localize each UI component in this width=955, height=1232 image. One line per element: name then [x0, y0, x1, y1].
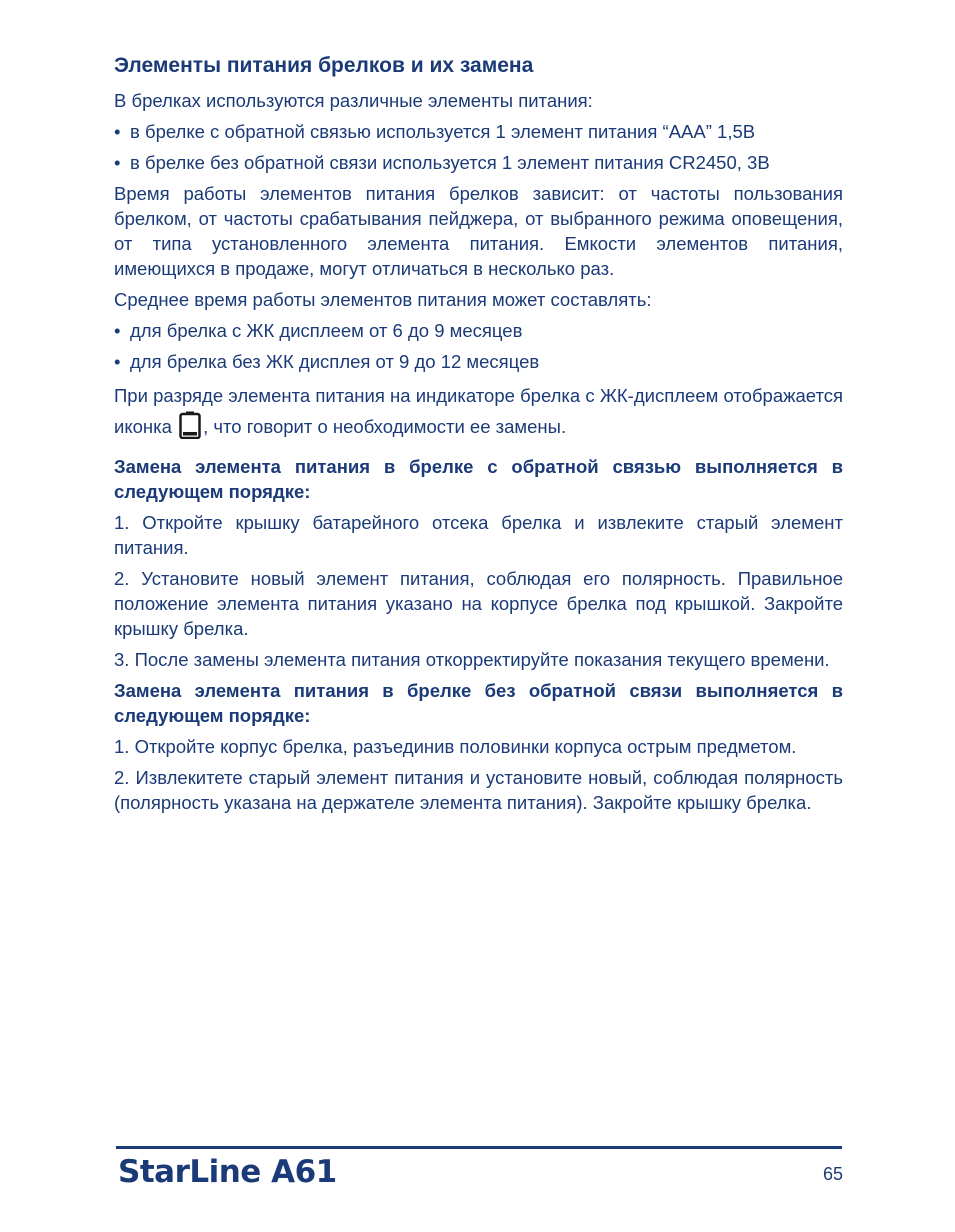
feedback-step: 3. После замены элемента питания откорректируйте показания текущего времени.	[114, 649, 830, 670]
brand-logo: StarLine A61	[118, 1154, 337, 1190]
no-feedback-replacement-heading: Замена элемента питания в брелке без обратной связи выполняется в следующем порядке:	[114, 680, 843, 726]
feedback-step: 1. Откройте крышку батарейного отсека брелка и извлеките старый элемент питания.	[114, 512, 843, 558]
list-item-text: в брелке без обратной связи используется 1 элемент питания CR2450, 3В	[130, 152, 770, 173]
list-item	[114, 349, 843, 374]
bullet-marker: •	[114, 351, 121, 372]
no-feedback-step: 2. Извлекитете старый элемент питания и установите новый, соблюдая полярность (полярность указана на держателе элемента питания). Закройте крышку брелка.	[114, 767, 843, 813]
list-item	[114, 119, 843, 144]
list-item	[114, 318, 843, 343]
list-item	[114, 150, 843, 175]
page-content	[114, 52, 843, 821]
no-feedback-step: 1. Откройте корпус брелка, разъединив половинки корпуса острым предметом.	[114, 736, 797, 757]
bullet-marker: •	[114, 152, 121, 173]
discharge-text-start: При разряде элемента питания на индикаторе брелка с ЖК-дисплеем отображается иконка	[114, 385, 843, 437]
discharge-text-end: , что говорит о необходимости ее замены.	[203, 416, 567, 437]
feedback-replacement-heading: Замена элемента питания в брелке с обратной связью выполняется в следующем порядке:	[114, 456, 843, 502]
list-item-text: для брелка без ЖК дисплея от 9 до 12 месяцев	[130, 351, 540, 372]
battery-empty-icon	[179, 411, 201, 448]
list-item-text: для брелка с ЖК дисплеем от 6 до 9 месяцев	[130, 320, 523, 341]
bullet-marker: •	[114, 320, 121, 341]
footer-divider	[116, 1146, 842, 1149]
discharge-paragraph	[114, 380, 843, 448]
duration-paragraph: Время работы элементов питания брелков зависит: от частоты пользования брелком, от частоты срабатывания пейджера, от выбранного режима оповещения, от типа установленного элемента питания. Емкости элементов питания, имеющихся в продаже, могут отличаться в несколько раз.	[114, 183, 843, 279]
feedback-step: 2. Установите новый элемент питания, соблюдая его полярность. Правильное положение элемента питания указано на корпусе брелка под крышкой. Закройте крышку брелка.	[114, 568, 843, 639]
page-number: 65	[822, 1164, 843, 1184]
average-intro-paragraph: Среднее время работы элементов питания может составлять:	[114, 289, 652, 310]
list-item-text: в брелке с обратной связью используется 1 элемент питания “ААА” 1,5В	[130, 121, 756, 142]
section-title: Элементы питания брелков и их замена	[114, 54, 534, 77]
bullet-marker: •	[114, 121, 121, 142]
intro-paragraph: В брелках используются различные элементы питания:	[114, 90, 593, 111]
